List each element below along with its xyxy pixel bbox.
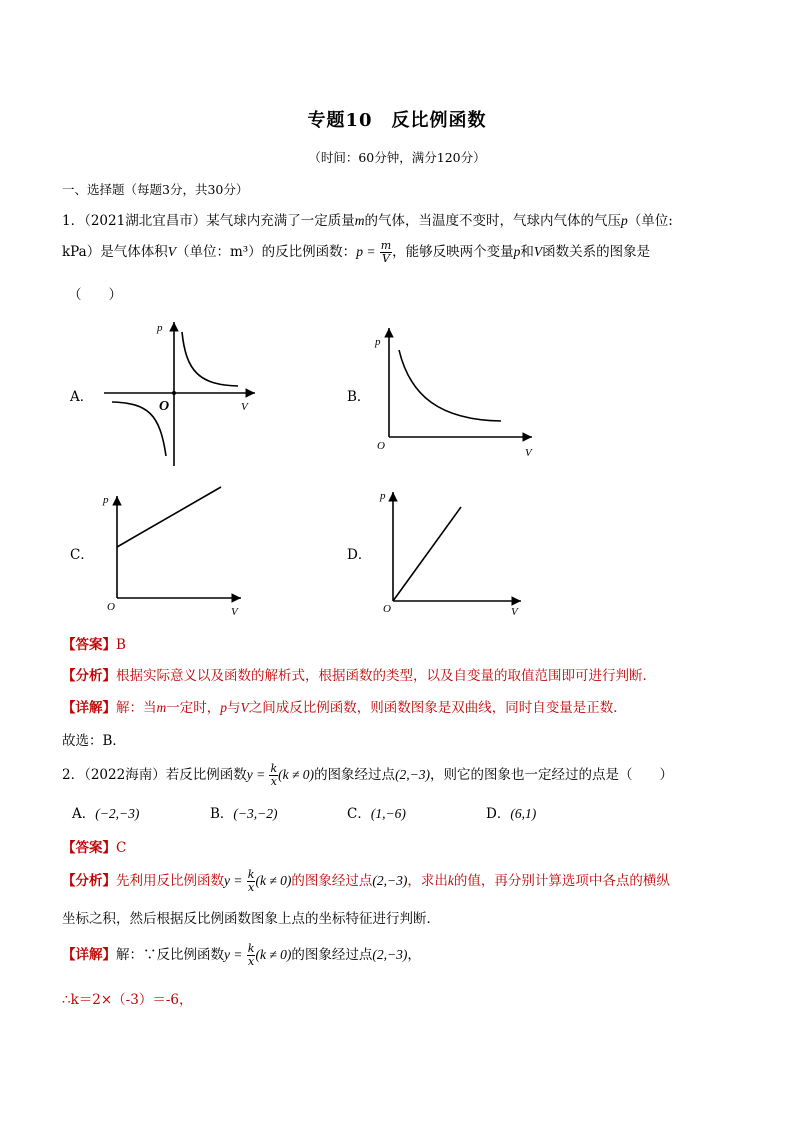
q2-option-d[interactable]: D．(6,1) <box>486 806 537 822</box>
q2-stem: 2．（2022海南）若反比例函数y = $\frac{k}{x}$ (k ≠ 0)的图象经过点(2,−3)，则它的图象也一定经过的点是（ ） <box>62 762 674 788</box>
graph-d-origin-label: O <box>383 603 391 615</box>
q2-answer: 【答案】C <box>62 840 127 856</box>
graph-d <box>379 490 521 618</box>
q1-detail: 【详解】解：当m一定时，p与V之间成反比例函数，则函数图象是双曲线，同时自变量是正数． <box>62 700 627 716</box>
graph-b-curve <box>399 350 501 421</box>
graph-c <box>102 487 241 618</box>
graph-c-origin-label: O <box>107 601 115 613</box>
q2-option-a[interactable]: A．(−2,−3) <box>72 806 140 822</box>
graph-a-branch-neg <box>112 402 166 456</box>
page-subtitle: （时间：60分钟，满分120分） <box>308 150 486 165</box>
q1-bracket: （ ） <box>68 287 122 303</box>
q2-analysis-line2: 坐标之积，然后根据反比例函数图象上点的坐标特征进行判断． <box>62 911 440 927</box>
graph-c-p-label: p <box>103 494 109 506</box>
section-heading: 一、选择题（每题3分，共30分） <box>62 182 249 197</box>
q2-analysis-line1: 【分析】先利用反比例函数y = $\frac{k}{x}$ (k ≠ 0)的图象经过点(2,−3)，求出k的值，再分别计算选项中各点的横纵 <box>62 868 670 894</box>
graph-c-v-label: V <box>231 606 238 618</box>
graph-a-origin-label: O <box>159 399 170 414</box>
graph-d-p-label: p <box>380 490 386 502</box>
q1-formula-fraction: $\frac{m}{V}$ <box>380 239 392 265</box>
graph-a-p-label: p <box>157 322 163 334</box>
q1-line2: kPa）是气体体积V（单位：m³）的反比例函数：p = $\frac{m}{V}$ ，能够反映两个变量p和V函数关系的图象是 <box>62 239 651 265</box>
graph-b <box>374 328 533 459</box>
page-title: 专题10 反比例函数 <box>307 110 487 131</box>
q1-line1: 1．（2021湖北宜昌市）某气球内充满了一定质量m的气体，当温度不变时，气球内气体的气压p（单位: <box>62 213 673 229</box>
graph-a-branch-pos <box>182 332 238 386</box>
graph-b-p-label: p <box>375 336 381 348</box>
q2-calc: ∴k＝2×（-3）＝-6， <box>62 992 193 1008</box>
q2-detail: 【详解】解：∵反比例函数y = $\frac{k}{x}$ (k ≠ 0)的图象经过点(2,−3)， <box>62 942 421 968</box>
graph-a <box>104 322 255 466</box>
graph-b-v-label: V <box>525 447 532 459</box>
q1-analysis: 【分析】根据实际意义以及函数的解析式，根据函数的类型，以及自变量的取值范围即可进行判断． <box>62 668 656 684</box>
q1-option-d-label[interactable]: D． <box>347 547 372 563</box>
q2-option-c[interactable]: C．(1,−6) <box>347 806 406 822</box>
q1-answer: 【答案】B <box>62 637 126 653</box>
q2-fn-fraction: $\frac{k}{x}$ <box>270 762 278 788</box>
graph-d-v-label: V <box>511 606 518 618</box>
graph-a-v-label: V <box>241 401 248 413</box>
q1-choose: 故选：B． <box>62 733 126 749</box>
graph-c-line <box>117 487 221 547</box>
graph-b-origin-label: O <box>377 440 385 452</box>
q1-option-a-label[interactable]: A． <box>70 389 94 405</box>
graph-d-line <box>393 507 461 601</box>
q1-option-b-label[interactable]: B． <box>347 389 371 405</box>
q2-option-b[interactable]: B．(−3,−2) <box>210 806 278 822</box>
q1-option-c-label[interactable]: C． <box>70 547 94 563</box>
